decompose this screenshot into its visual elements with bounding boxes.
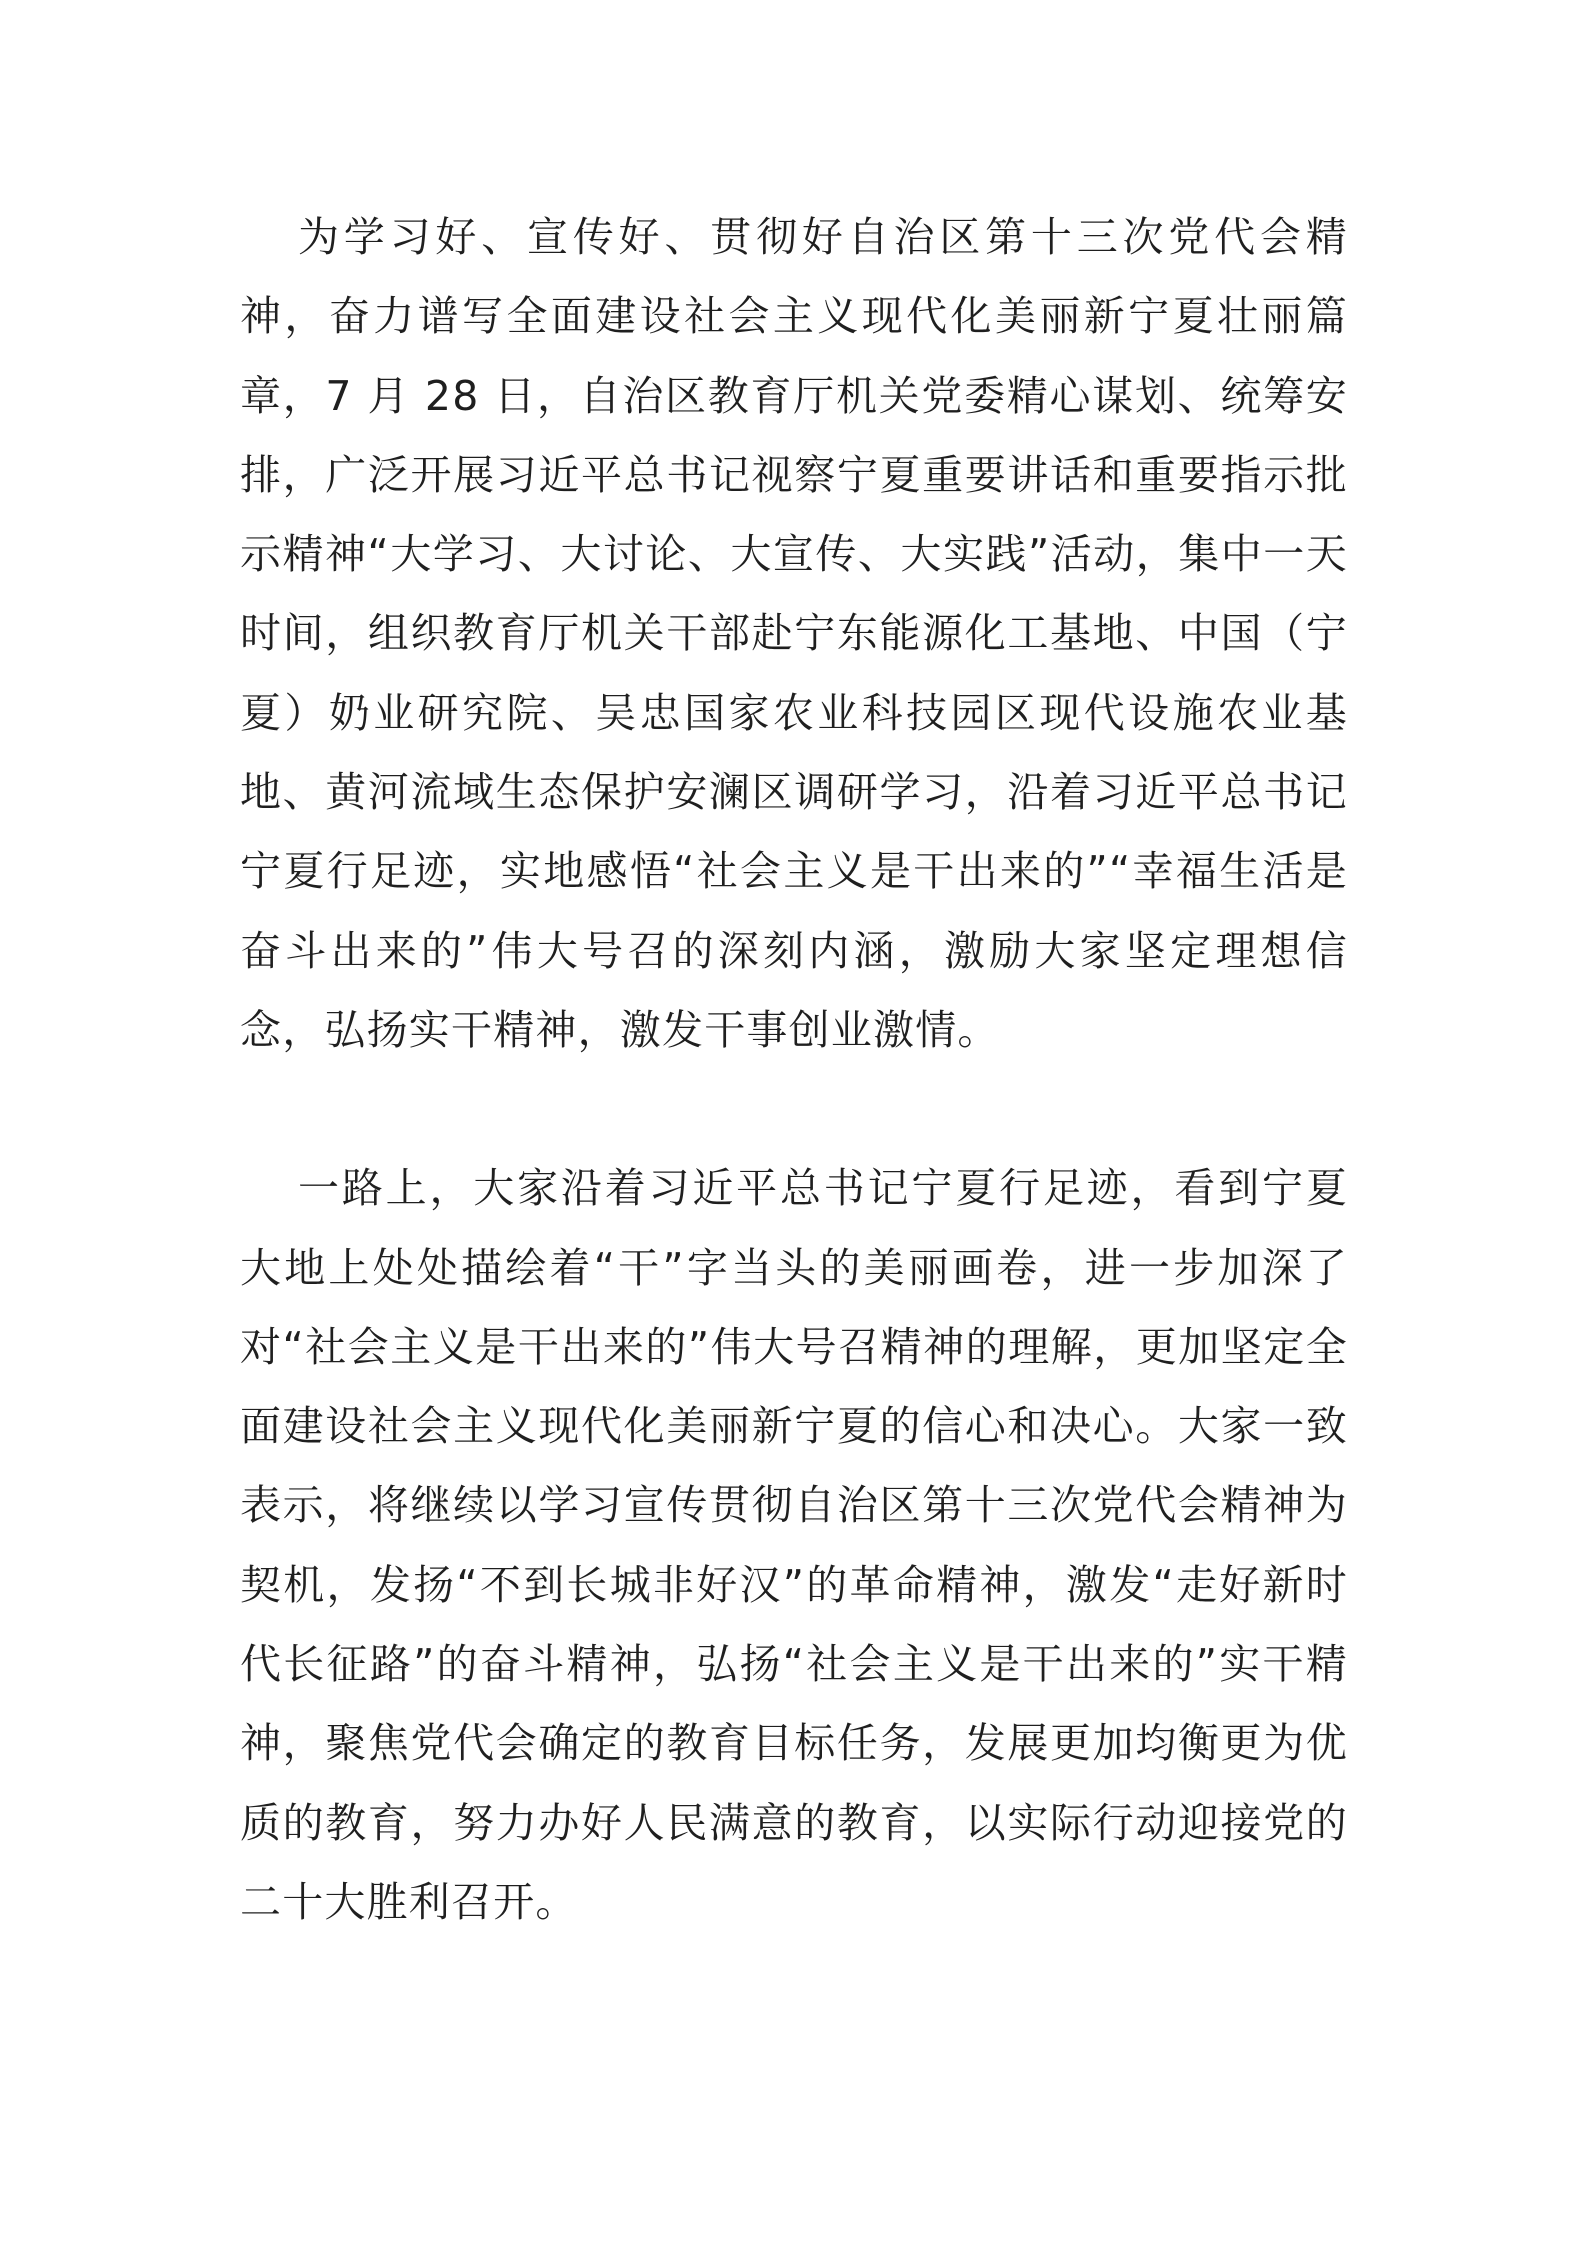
document-body <box>240 198 1348 1942</box>
paragraph-1: 为学习好、宣传好、贯彻好自治区第十三次党代会精神，奋力谱写全面建设社会主义现代化美丽新宁夏壮丽篇章，7 月 28 日，自治区教育厅机关党委精心谋划、统筹安排，广泛开展习近平总书记视察宁夏重要讲话和重要指示批示精神“大学习、大讨论、大宣传、大实践”活动，集中一天时间，组织教育厅机关干部赴宁东能源化工基地、中国（宁夏）奶业研究院、吴忠国家农业科技园区现代设施农业基地、黄河流域生态保护安澜区调研学习，沿着习近平总书记宁夏行足迹，实地感悟“社会主义是干出来的”“幸福生活是奋斗出来的”伟大号召的深刻内涵，激励大家坚定理想信念，弘扬实干精神，激发干事创业激情。 <box>240 213 1348 1054</box>
paragraph-2: 一路上，大家沿着习近平总书记宁夏行足迹，看到宁夏大地上处处描绘着“干”字当头的美丽画卷，进一步加深了对“社会主义是干出来的”伟大号召精神的理解，更加坚定全面建设社会主义现代化美丽新宁夏的信心和决心。大家一致表示，将继续以学习宣传贯彻自治区第十三次党代会精神为契机，发扬“不到长城非好汉”的革命精神，激发“走好新时代长征路”的奋斗精神，弘扬“社会主义是干出来的”实干精神，聚焦党代会确定的教育目标任务，发展更加均衡更为优质的教育，努力办好人民满意的教育，以实际行动迎接党的二十大胜利召开。 <box>240 1164 1348 1926</box>
